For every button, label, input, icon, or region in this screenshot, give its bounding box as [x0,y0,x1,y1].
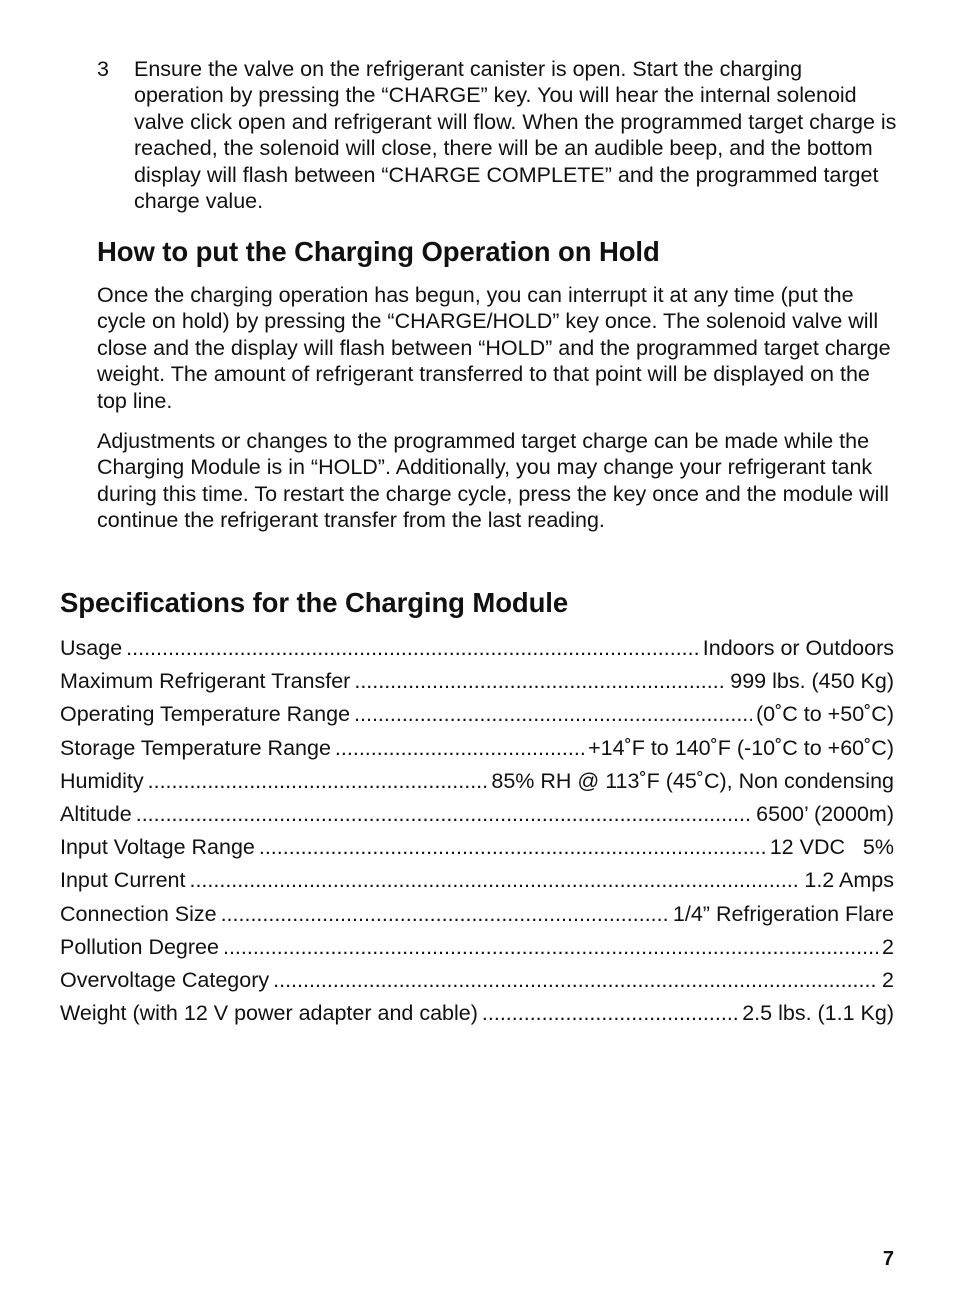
dot-leader [482,997,738,1030]
spec-label: Connection Size [60,901,217,926]
dot-leader [136,798,752,831]
spec-row-altitude [60,798,894,831]
spec-label: Usage [60,636,123,660]
dot-leader [223,931,878,964]
specifications-heading: Specifications for the Charging Module [60,587,569,618]
spec-row-input-voltage [60,831,894,864]
dot-leader [148,765,488,798]
spec-label: Altitude [60,801,132,826]
spec-row-input-current [60,864,894,897]
spec-value: +14˚F to 140˚F (-10˚C to +60˚C) [588,735,894,760]
spec-row-pollution-degree [60,931,894,964]
spec-row-connection-size [60,898,894,931]
spec-row-humidity [60,765,894,798]
step-3 [97,56,897,214]
spec-label: Input Voltage Range [60,835,255,860]
spec-row-overvoltage-category [60,964,894,997]
dot-leader [335,732,584,765]
hold-paragraph-1: Once the charging operation has begun, you can interrupt it at any time (put the cycle on hold) by pressing the “CHARGE/HOLD” key once. The solenoid valve will close and the display will flash between “HOLD” and the programmed target charge weight. The amount of refrigerant transferred to that point will be displayed on the top line. [97,283,891,413]
spec-label: Storage Temperature Range [60,735,331,760]
dot-leader [221,898,669,931]
spec-value: 999 lbs. (450 Kg) [730,669,894,694]
page-number: 7 [882,1248,894,1270]
spec-value: 85% RH @ 113˚F (45˚C), Non condensing [491,768,894,793]
step-text: Ensure the valve on the refrigerant canister is open. Start the charging operation by pressing the “CHARGE” key. You will hear the internal solenoid valve click open and refrigerant will flow. When the programmed target charge is reached, the solenoid will close, there will be an audible beep, and the bottom display will flash between “CHARGE COMPLETE” and the programmed target charge value. [134,57,897,214]
hold-paragraph-2: Adjustments or changes to the programmed target charge can be made while the Charging Module is in “HOLD”. Additionally, you may change your refrigerant tank during this time. To restart the charge cycle, press the key once and the module will continue the refrigerant transfer from the last reading. [97,429,889,533]
dot-leader [189,864,800,897]
dot-leader [273,964,878,997]
specifications-list [60,632,894,1030]
spec-value: 2.5 lbs. (1.1 Kg) [742,1001,894,1026]
hold-section-heading: How to put the Charging Operation on Hold [97,236,660,267]
spec-label: Operating Temperature Range [60,702,351,727]
spec-row-operating-temp [60,698,894,731]
spec-row-storage-temp [60,732,894,765]
spec-value: 2 [882,967,894,992]
dot-leader [259,831,766,864]
spec-value: (0˚C to +50˚C) [756,702,894,727]
spec-value: 2 [882,934,894,959]
spec-value: 6500’ (2000m) [756,801,894,826]
spec-label: Weight (with 12 V power adapter and cable) [60,1001,478,1026]
spec-row-weight [60,997,894,1030]
dot-leader [354,665,726,698]
spec-row-max-transfer [60,665,894,698]
spec-value: 1.2 Amps [804,868,894,893]
dot-leader [354,698,752,731]
spec-label: Humidity [60,768,144,793]
spec-value: Indoors or Outdoors [702,636,894,660]
spec-value: 12 VDC 5% [769,835,894,860]
spec-label: Pollution Degree [60,934,219,959]
step-number: 3 [97,57,109,81]
spec-value: 1/4” Refrigeration Flare [672,901,894,926]
spec-label: Overvoltage Category [60,967,270,992]
spec-label: Maximum Refrigerant Transfer [60,669,351,694]
spec-label: Input Current [60,868,186,893]
spec-row-usage [60,632,894,665]
dot-leader [126,632,699,665]
